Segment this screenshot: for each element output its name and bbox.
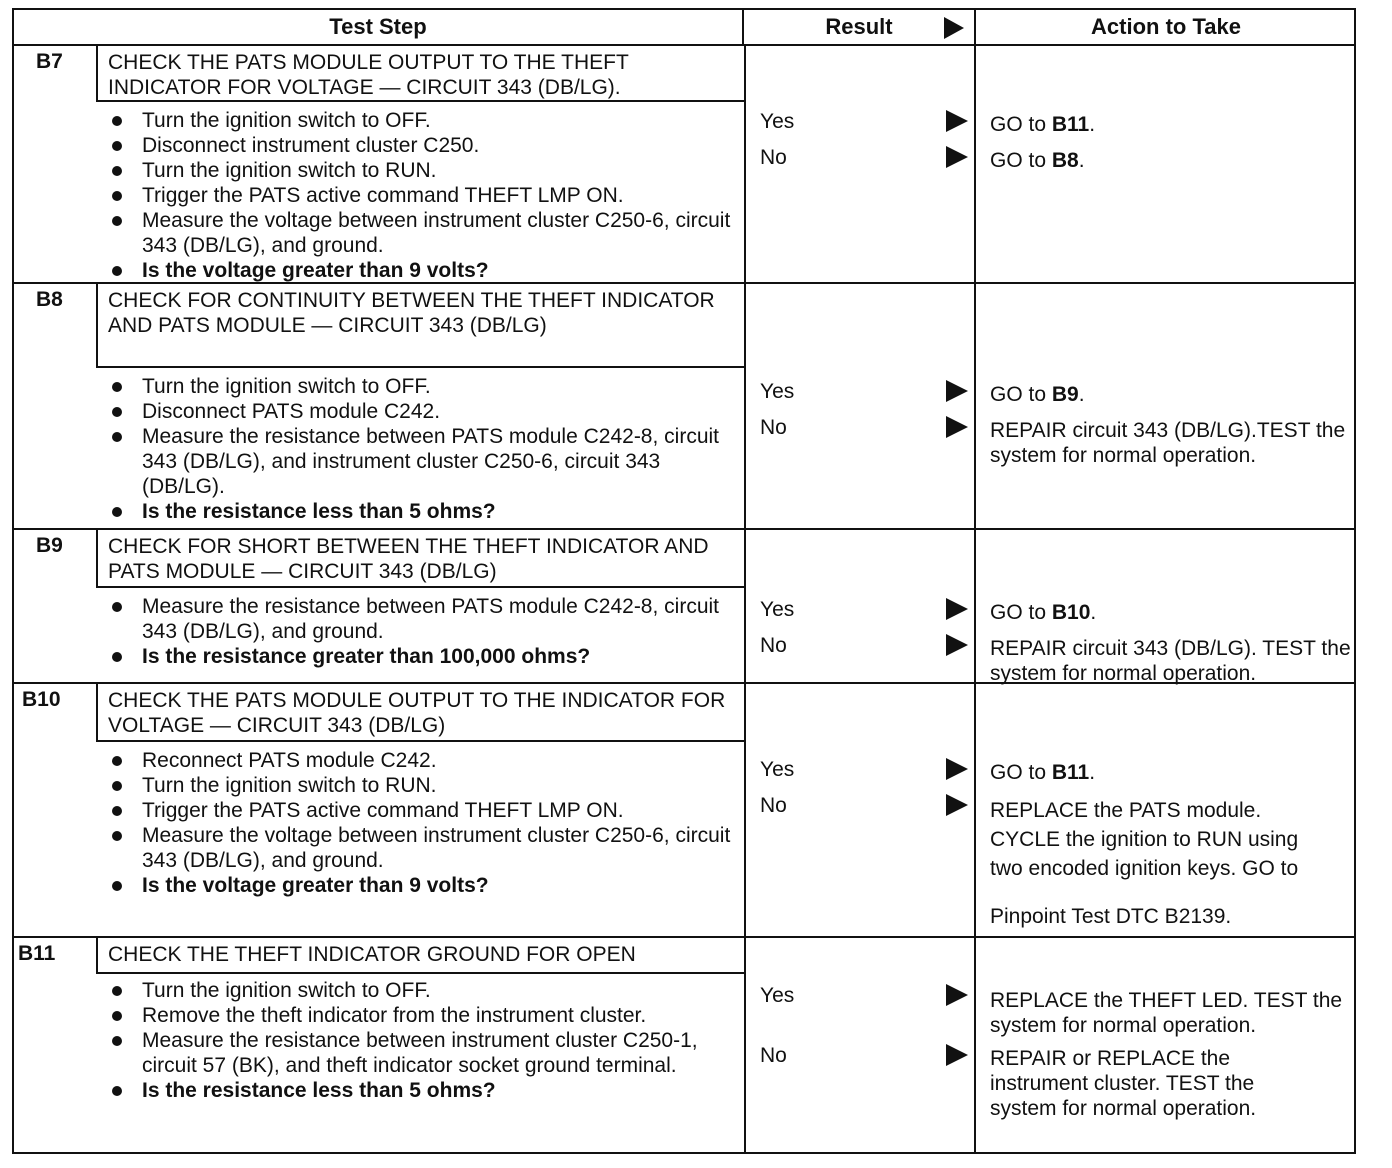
- right-arrow-icon: [946, 794, 968, 816]
- step-title: CHECK THE THEFT INDICATOR GROUND FOR OPEN: [96, 938, 744, 974]
- result-yes: Yes: [760, 758, 795, 781]
- step-id: B8: [36, 288, 63, 311]
- action-no: REPAIR circuit 343 (DB/LG).TEST the system for normal operation.: [990, 419, 1346, 467]
- instruction: Trigger the PATS active command THEFT LMP ON.: [96, 798, 742, 823]
- right-arrow-icon: [946, 634, 968, 656]
- result-yes: Yes: [760, 598, 795, 621]
- result-cell: [744, 46, 976, 282]
- instruction: Remove the theft indicator from the instrument cluster.: [96, 1003, 742, 1028]
- step-id: B7: [36, 50, 63, 73]
- right-arrow-icon: [946, 1044, 968, 1066]
- action-yes: GO to B11.: [990, 761, 1096, 784]
- step-question: Is the resistance less than 5 ohms?: [96, 499, 742, 524]
- step-title: CHECK FOR SHORT BETWEEN THE THEFT INDICATOR AND PATS MODULE — CIRCUIT 343 (DB/LG): [96, 530, 744, 588]
- step-id: B9: [36, 534, 63, 557]
- action-no: REPLACE the PATS module. CYCLE the ignition to RUN using two encoded ignition keys. GO to: [990, 799, 1299, 880]
- instruction: Turn the ignition switch to OFF.: [96, 978, 742, 1003]
- instruction: Measure the resistance between PATS module C242-8, circuit 343 (DB/LG), and instrument cluster C250-6, circuit 343 (DB/LG).: [96, 424, 742, 499]
- step-b8: [14, 284, 1354, 530]
- step-instructions: [96, 108, 742, 283]
- result-yes: Yes: [760, 380, 795, 403]
- instruction: Turn the ignition switch to OFF.: [96, 108, 742, 133]
- result-cell: [744, 684, 976, 936]
- result-no: No: [760, 634, 787, 657]
- right-arrow-icon: [946, 416, 968, 438]
- right-arrow-icon: [946, 598, 968, 620]
- step-id: B10: [22, 688, 61, 711]
- step-question: Is the voltage greater than 9 volts?: [96, 873, 742, 898]
- step-b9: [14, 530, 1354, 684]
- header-test-step: Test Step: [14, 10, 744, 46]
- pinpoint-test-table: [12, 8, 1356, 1154]
- action-yes: GO to B10.: [990, 601, 1097, 624]
- instruction: Measure the resistance between instrument cluster C250-1, circuit 57 (BK), and theft indicator socket ground terminal.: [96, 1028, 742, 1078]
- result-cell: [744, 938, 976, 1152]
- action-no-extra: Pinpoint Test DTC B2139.: [990, 905, 1232, 928]
- step-instructions: [96, 748, 742, 898]
- step-question: Is the voltage greater than 9 volts?: [96, 258, 742, 283]
- header-action: Action to Take: [976, 10, 1356, 46]
- step-b11: [14, 938, 1354, 1152]
- header-result: Result: [744, 10, 976, 46]
- result-cell: [744, 284, 976, 528]
- action-yes: GO to B11.: [990, 113, 1096, 136]
- step-title: CHECK FOR CONTINUITY BETWEEN THE THEFT INDICATOR AND PATS MODULE — CIRCUIT 343 (DB/LG): [96, 284, 744, 368]
- right-arrow-icon: [946, 110, 968, 132]
- result-yes: Yes: [760, 984, 795, 1007]
- result-no: No: [760, 416, 787, 439]
- step-title: CHECK THE PATS MODULE OUTPUT TO THE INDICATOR FOR VOLTAGE — CIRCUIT 343 (DB/LG): [96, 684, 744, 742]
- action-yes: GO to B9.: [990, 383, 1085, 406]
- step-question: Is the resistance less than 5 ohms?: [96, 1078, 742, 1103]
- instruction: Measure the voltage between instrument cluster C250-6, circuit 343 (DB/LG), and ground.: [96, 208, 742, 258]
- step-title: CHECK THE PATS MODULE OUTPUT TO THE THEFT INDICATOR FOR VOLTAGE — CIRCUIT 343 (DB/LG).: [96, 46, 744, 102]
- action-yes: REPLACE the THEFT LED. TEST the system for normal operation.: [990, 989, 1343, 1037]
- right-arrow-icon: [946, 380, 968, 402]
- right-arrow-icon: [946, 984, 968, 1006]
- step-instructions: [96, 374, 742, 524]
- instruction: Turn the ignition switch to OFF.: [96, 374, 742, 399]
- right-arrow-icon: [946, 146, 968, 168]
- step-b7: [14, 46, 1354, 284]
- step-id: B11: [18, 942, 56, 965]
- instruction: Disconnect PATS module C242.: [96, 399, 742, 424]
- step-instructions: [96, 594, 742, 669]
- result-yes: Yes: [760, 110, 795, 133]
- step-b10: [14, 684, 1354, 938]
- right-arrow-icon: [946, 758, 968, 780]
- result-no: No: [760, 794, 787, 817]
- right-arrow-icon: [944, 17, 964, 39]
- instruction: Disconnect instrument cluster C250.: [96, 133, 742, 158]
- instruction: Measure the resistance between PATS module C242-8, circuit 343 (DB/LG), and ground.: [96, 594, 742, 644]
- result-no: No: [760, 1044, 787, 1067]
- action-no: REPAIR circuit 343 (DB/LG). TEST the system for normal operation.: [990, 637, 1351, 685]
- step-question: Is the resistance greater than 100,000 ohms?: [96, 644, 742, 669]
- action-no: REPAIR or REPLACE the instrument cluster. TEST the system for normal operation.: [990, 1047, 1257, 1120]
- instruction: Turn the ignition switch to RUN.: [96, 773, 742, 798]
- result-cell: [744, 530, 976, 682]
- result-no: No: [760, 146, 787, 169]
- instruction: Turn the ignition switch to RUN.: [96, 158, 742, 183]
- instruction: Reconnect PATS module C242.: [96, 748, 742, 773]
- action-no: GO to B8.: [990, 149, 1085, 172]
- instruction: Measure the voltage between instrument cluster C250-6, circuit 343 (DB/LG), and ground.: [96, 823, 742, 873]
- step-instructions: [96, 978, 742, 1103]
- instruction: Trigger the PATS active command THEFT LMP ON.: [96, 183, 742, 208]
